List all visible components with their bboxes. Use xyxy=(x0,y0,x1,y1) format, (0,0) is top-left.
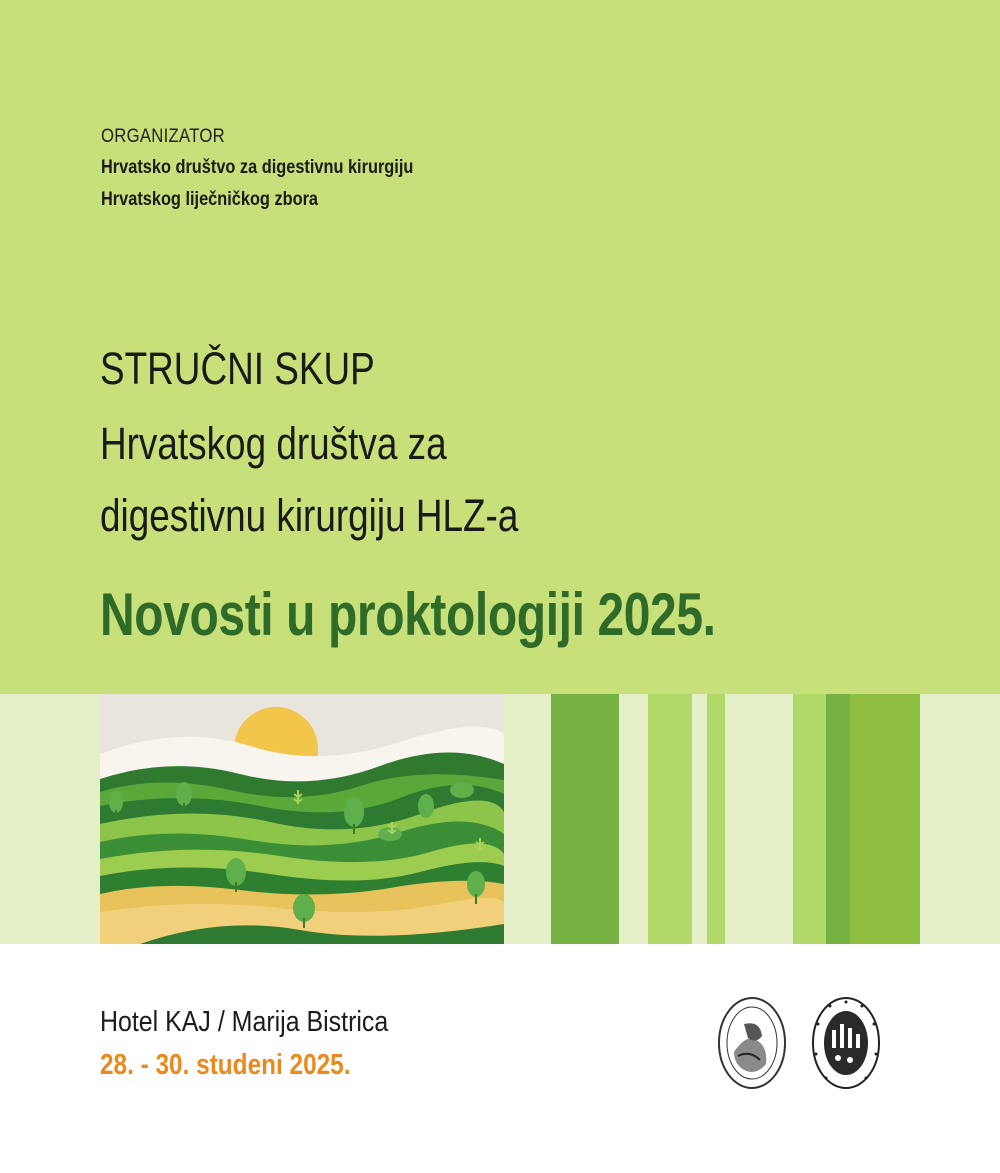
event-title: Novosti u proktologiji 2025. xyxy=(100,581,716,648)
organizer-name: Hrvatsko društvo za digestivnu kirurgiju xyxy=(101,157,414,178)
organizer-label: ORGANIZATOR xyxy=(101,126,225,147)
event-heading-line1: STRUČNI SKUP xyxy=(100,343,375,394)
landscape-illustration xyxy=(100,694,504,944)
stripe-5 xyxy=(826,694,850,944)
hlz-seal-icon xyxy=(810,994,882,1092)
stripe-4 xyxy=(793,694,826,944)
stripe-2 xyxy=(648,694,692,944)
event-heading-line3: digestivnu kirurgiju HLZ-a xyxy=(100,490,519,541)
stripe-1 xyxy=(551,694,619,944)
stripe-3 xyxy=(707,694,725,944)
organizer-parent: Hrvatskog liječničkog zbora xyxy=(101,189,319,210)
society-seal-icon xyxy=(716,994,788,1092)
venue-location: Hotel KAJ / Marija Bistrica xyxy=(100,1006,389,1038)
stripe-6 xyxy=(850,694,920,944)
event-dates: 28. - 30. studeni 2025. xyxy=(100,1049,351,1081)
event-heading-line2: Hrvatskog društva za xyxy=(100,418,447,469)
